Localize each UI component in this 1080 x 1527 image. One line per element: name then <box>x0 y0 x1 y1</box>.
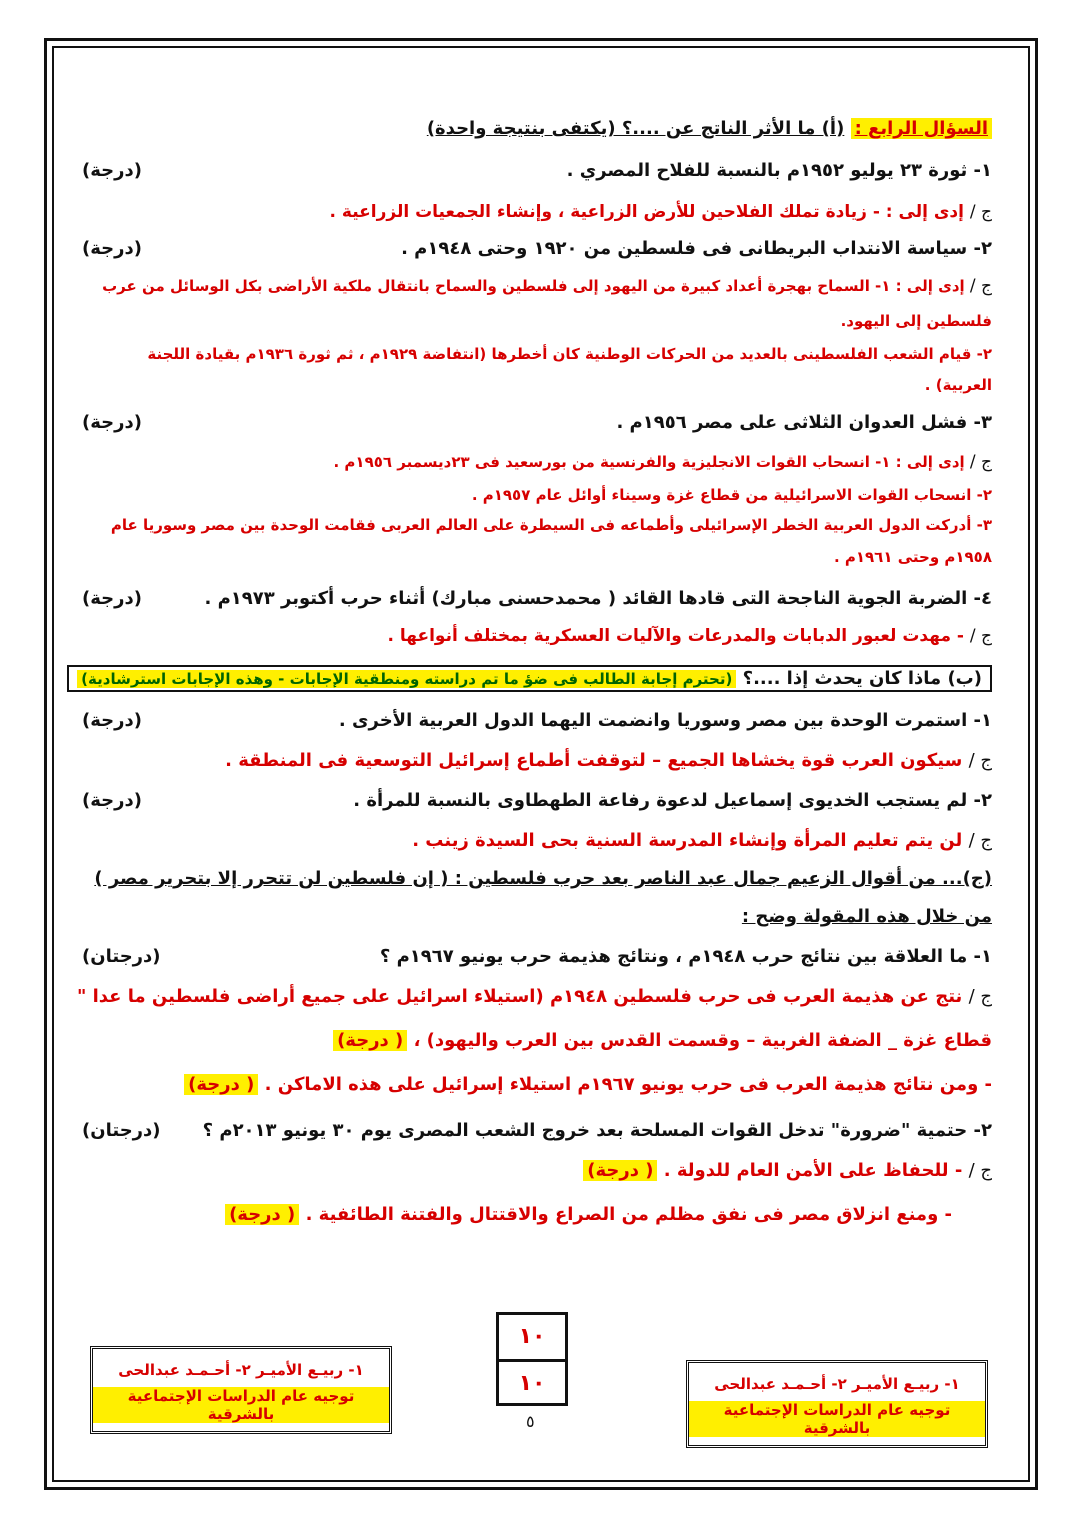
a-item-2-answer-line-2: فلسطين إلى اليهود. <box>840 312 992 330</box>
signature-box-left <box>90 1346 392 1434</box>
section-b-note: (تحترم إجابة الطالب فى ضؤ ما تم دراسته ومنطقية الإجابات - وهذه الإجابات استرشادية) <box>77 670 736 688</box>
signature-names: ١- ربيـع الأميـر ٢- أحـمـد عبدالحى <box>118 1361 364 1379</box>
b-item-2-question: ٢- لم يستجب الخديوى إسماعيل لدعوة رفاعة الطهطاوى بالنسبة للمرأة . <box>353 790 992 811</box>
b-item-1-answer: ج / سيكون العرب قوة يخشاها الجميع – لتوقفت أطماع إسرائيل التوسعية فى المنطقة . <box>225 750 992 771</box>
section-a-header <box>80 118 992 139</box>
c-item-2-answer-line-1: ج / - للحفاظ على الأمن العام للدولة . ( درجة) <box>80 1160 992 1181</box>
score-total: ١٠ <box>499 1315 565 1362</box>
b-item-1-question: ١- استمرت الوحدة بين مصر وسوريا وانضمت اليهما الدول العربية الأخرى . <box>338 710 992 731</box>
section-b-header <box>80 668 992 689</box>
a-item-1-answer: ج / إدى إلى : - زيادة تملك الفلاحين للأرض الزراعية ، وإنشاء الجمعيات الزراعية . <box>329 202 992 222</box>
c-item-1-answer-line-1: ج / نتج عن هذيمة العرب فى حرب فلسطين ١٩٤٨م (استيلاء اسرائيل على جميع أراضى فلسطين ما عدا " <box>76 986 992 1007</box>
c-item-2-question: ٢- حتمية "ضرورة" تدخل القوات المسلحة بعد خروج الشعب المصرى يوم ٣٠ يونيو ٢٠١٣م ؟ <box>202 1120 992 1141</box>
a-item-3-answer-line-4: ١٩٥٨م وحتى ١٩٦١م . <box>833 548 992 566</box>
signature-department: توجيه عام الدراسات الإجتماعية بالشرقية <box>689 1401 985 1437</box>
signature-names: ١- ربيـع الأميـر ٢- أحـمـد عبدالحى <box>714 1375 960 1393</box>
section-c-title: (ج)... من أقوال الزعيم جمال عبد الناصر بعد حرب فلسطين : ( إن فلسطين لن تتحرر إلا بتحرير مصر ) <box>94 868 992 889</box>
c-item-2-answer-line-2: - ومنع انزلاق مصر فى نفق مظلم من الصراع والاقتتال والفتنة الطائفية . ( درجة) <box>80 1204 952 1225</box>
grade-label: (درجة) <box>82 710 142 731</box>
a-item-2-question: ٢- سياسة الانتداب البريطانى فى فلسطين من ١٩٢٠ وحتى ١٩٤٨م . <box>401 238 992 259</box>
section-b-title: (ب) ماذا كان يحدث إذا ....؟ <box>742 668 982 689</box>
section-a-title: (أ) ما الأثر الناتج عن ....؟ (يكتفى بنتيجة واحدة) <box>426 118 845 139</box>
grade-label: (درجة) <box>82 790 142 811</box>
a-item-4-answer: ج / - مهدت لعبور الدبابات والمدرعات والآليات العسكرية بمختلف أنواعها . <box>387 626 992 646</box>
signature-box-right <box>686 1360 988 1448</box>
c-item-1-answer-line-2: قطاع غزة _ الضفة الغربية – وقسمت القدس بين العرب واليهود) ، ( درجة) <box>80 1030 992 1051</box>
a-item-2-answer-line-3: ٢- قيام الشعب الفلسطينى بالعديد من الحركات الوطنية كان أخطرها (انتفاضة ١٩٢٩م ، ثم ثورة ١٩٣٦م بقيادة اللجنة <box>147 345 992 363</box>
mark-badge: ( درجة) <box>225 1204 299 1225</box>
score-box <box>496 1312 568 1406</box>
a-item-3-answer-line-1: ج / إدى إلى : ١- انسحاب القوات الانجليزية والفرنسية من بورسعيد فى ٢٣ديسمبر ١٩٥٦م . <box>333 452 992 472</box>
a-item-3-question: ٣- فشل العدوان الثلاثى على مصر ١٩٥٦م . <box>616 412 992 433</box>
a-item-1-question: ١- ثورة ٢٣ يوليو ١٩٥٢م بالنسبة للفلاح المصري . <box>566 160 992 181</box>
grade-label: (درجة) <box>82 412 142 433</box>
a-item-3-answer-line-2: ٢- انسحاب القوات الاسرائيلية من قطاع غزة وسيناء أوائل عام ١٩٥٧م . <box>471 486 992 504</box>
grade-label: (درجة) <box>82 160 142 181</box>
mark-badge: ( درجة) <box>583 1160 657 1181</box>
a-item-2-answer-line-4: العربية) . <box>924 376 992 394</box>
signature-department: توجيه عام الدراسات الإجتماعية بالشرقية <box>93 1387 389 1423</box>
mark-badge: ( درجة) <box>184 1074 258 1095</box>
mark-badge: ( درجة) <box>333 1030 407 1051</box>
a-item-4-question: ٤- الضربة الجوية الناجحة التى قادها القائد ( محمدحسنى مبارك) أثناء حرب أكتوبر ١٩٧٣م . <box>204 588 992 609</box>
section-c-subtitle: من خلال هذه المقولة وضح : <box>741 906 992 927</box>
a-item-3-answer-line-3: ٣- أدركت الدول العربية الخطر الإسرائيلى وأطماعه فى السيطرة على العالم العربى فقامت الوحدة بين مصر وسوريا عام <box>110 516 992 534</box>
c-item-1-answer-line-3: - ومن نتائج هذيمة العرب فى حرب يونيو ١٩٦٧م استيلاء إسرائيل على هذه الاماكن . ( درجة) <box>80 1074 992 1095</box>
b-item-2-answer: ج / لن يتم تعليم المرأة وإنشاء المدرسة السنية بحى السيدة زينب . <box>412 830 992 851</box>
grade-label-two: (درجتان) <box>82 1120 161 1141</box>
a-item-2-answer-line-1: ج / إدى إلى : ١- السماح بهجرة أعداد كبيرة من اليهود إلى فلسطين والسماح بانتقال ملكية الأراضى بكل الوسائل من عرب <box>102 276 992 296</box>
grade-label: (درجة) <box>82 238 142 259</box>
score-obtained: ١٠ <box>518 1371 546 1396</box>
question-label: السؤال الرابع : <box>851 118 992 139</box>
page-number: ٥ <box>526 1412 535 1431</box>
grade-label: (درجة) <box>82 588 142 609</box>
grade-label-two: (درجتان) <box>82 946 161 967</box>
c-item-1-question: ١- ما العلاقة بين نتائج حرب ١٩٤٨م ، ونتائج هذيمة حرب يونيو ١٩٦٧م ؟ <box>379 946 992 967</box>
